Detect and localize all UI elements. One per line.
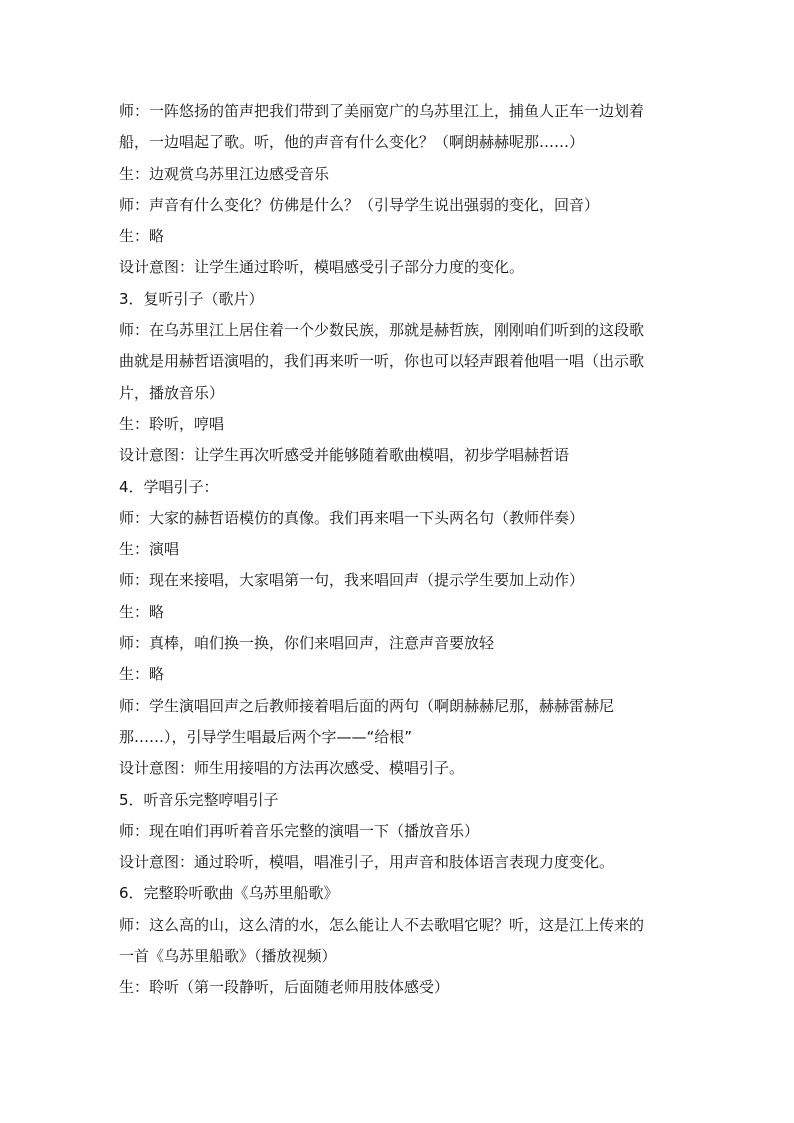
section-heading: 5．听音乐完整哼唱引子 bbox=[119, 790, 279, 809]
text-line: 那……），引导学生唱最后两个字——“给根” bbox=[119, 727, 413, 746]
text-line: 生：略 bbox=[119, 665, 165, 684]
text-line: 生：略 bbox=[119, 227, 165, 246]
text-line: 师：真棒，咱们换一换，你们来唱回声，注意声音要放轻 bbox=[119, 634, 495, 653]
text-line: 师：一阵悠扬的笛声把我们带到了美丽宽广的乌苏里江上，捕鱼人正车一边划着 bbox=[119, 102, 645, 120]
text-line: 设计意图：师生用接唱的方法再次感受、模唱引子。 bbox=[119, 759, 465, 778]
text-line: 片，播放音乐） bbox=[119, 383, 225, 402]
text-line: 师：现在来接唱，大家唱第一句，我来唱回声（提示学生要加上动作） bbox=[119, 571, 585, 590]
text-line: 师：现在咱们再听着音乐完整的演唱一下（播放音乐） bbox=[119, 821, 480, 840]
text-line: 设计意图：让学生再次听感受并能够随着歌曲模唱，初步学唱赫哲语 bbox=[119, 446, 570, 465]
text-line: 生：略 bbox=[119, 602, 165, 621]
section-heading: 3．复听引子（歌片） bbox=[119, 289, 264, 308]
section-heading: 4．学唱引子： bbox=[119, 477, 219, 496]
text-line: 生：聆听（第一段静听，后面随老师用肢体感受） bbox=[119, 978, 450, 997]
text-line: 生：聆听，哼唱 bbox=[119, 414, 225, 433]
text-line: 设计意图：通过聆听，模唱，唱准引子，用声音和肢体语言表现力度变化。 bbox=[119, 853, 615, 872]
text-line: 生：边观赏乌苏里江边感受音乐 bbox=[119, 164, 330, 183]
document-body bbox=[119, 96, 679, 1004]
text-line: 师：大家的赫哲语模仿的真像。我们再来唱一下头两名句（教师伴奏） bbox=[119, 508, 585, 527]
text-line: 师：声音有什么变化？仿佛是什么？（引导学生说出强弱的变化，回音） bbox=[119, 195, 600, 214]
text-line: 设计意图：让学生通过聆听，模唱感受引子部分力度的变化。 bbox=[119, 258, 525, 277]
text-line: 曲就是用赫哲语演唱的，我们再来听一听，你也可以轻声跟着他唱一唱（出示歌 bbox=[119, 352, 645, 371]
text-line: 一首《乌苏里船歌》（播放视频） bbox=[119, 947, 337, 966]
text-line: 船，一边唱起了歌。听，他的声音有什么变化？（啊朗赫赫呢那……） bbox=[119, 133, 585, 152]
text-line: 师：在乌苏里江上居住着一个少数民族，那就是赫哲族，刚刚咱们听到的这段歌 bbox=[119, 321, 645, 340]
text-line: 师：学生演唱回声之后教师接着唱后面的两句（啊朗赫赫尼那，赫赫雷赫尼 bbox=[119, 696, 615, 715]
section-heading: 6．完整聆听歌曲《乌苏里船歌》 bbox=[119, 884, 339, 903]
text-line: 师：这么高的山，这么清的水，怎么能让人不去歌唱它呢？听，这是江上传来的 bbox=[119, 915, 645, 934]
text-line: 生：演唱 bbox=[119, 540, 180, 559]
